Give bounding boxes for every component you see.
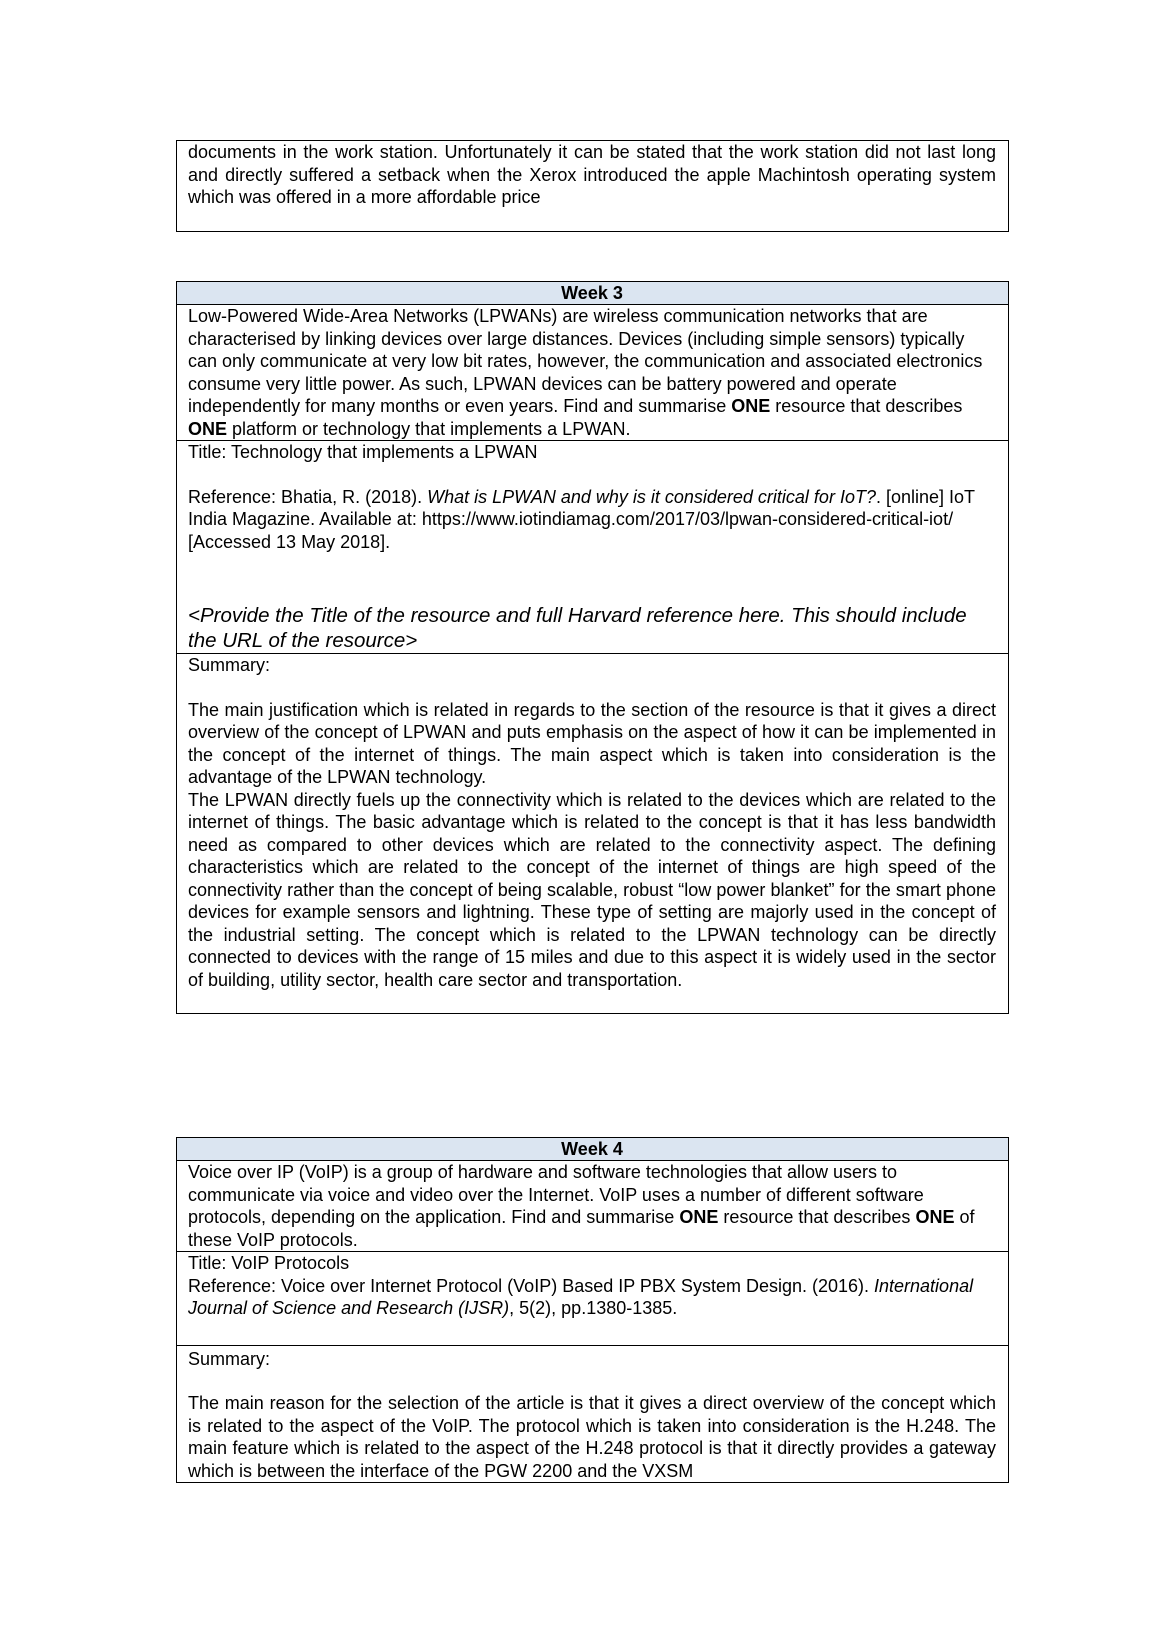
week3-summary-cell	[177, 653, 1008, 1013]
week4-title-line: Title: VoIP Protocols	[188, 1253, 350, 1273]
week3-summary-label: Summary:	[188, 655, 271, 675]
week3-summary-p1: The main justification which is related in regards to the section of the resource is that it gives a direct overview of the concept of LPWAN and puts emphasis on the aspect of how it can be implemented in the concept of the internet of things. The main aspect which is taken into consideration is the advantage of the LPWAN technology.	[188, 699, 996, 787]
week4-summary-cell	[177, 1345, 1008, 1483]
week4-prompt: Voice over IP (VoIP) is a group of hardware and software technologies that allow users to communicate via voice and video over the Internet. VoIP uses a number of different software protocols, depending on the application. Find and summarise ONE resource that describes ONE of these VoIP protocols.	[177, 1160, 1008, 1251]
week3-reference: Reference: Bhatia, R. (2018). What is LPWAN and why is it considered critical for IoT?. [online] IoT India Magazine. Available at: https://www.iotindiamag.com/2017/03/lpwan-considered-critical-iot/ [Accessed 13 May 2018].	[188, 486, 975, 552]
week4-header: Week 4	[177, 1138, 1008, 1160]
week4-table	[176, 1137, 1009, 1483]
week3-title-line: Title: Technology that implements a LPWAN	[188, 442, 538, 462]
week3-instruction: <Provide the Title of the resource and full Harvard reference here. This should include the URL of the resource>	[188, 604, 967, 652]
week3-header: Week 3	[177, 282, 1008, 304]
week4-summary-label: Summary:	[188, 1348, 271, 1369]
week3-reference-cell	[177, 440, 1008, 653]
week3-table	[176, 281, 1009, 1014]
week4-reference: Reference: Voice over Internet Protocol (VoIP) Based IP PBX System Design. (2016). International Journal of Science and Research (IJSR), 5(2), pp.1380-1385.	[188, 1275, 974, 1318]
continuation-box	[176, 140, 1009, 232]
week4-reference-cell	[177, 1251, 1008, 1345]
week3-prompt: Low-Powered Wide-Area Networks (LPWANs) are wireless communication networks that are characterised by linking devices over large distances. Devices (including simple sensors) typically can only communicate at very low bit rates, however, the communication and associated electronics consume very little power. As such, LPWAN devices can be battery powered and operate independently for many months or even years. Find and summarise ONE resource that describes ONE platform or technology that implements a LPWAN.	[177, 304, 1008, 440]
continuation-text: documents in the work station. Unfortunately it can be stated that the work station did not last long and directly suffered a setback when the Xerox introduced the apple Machintosh operating system which was offered in a more affordable price	[188, 142, 996, 207]
week4-summary-p1: The main reason for the selection of the article is that it gives a direct overview of the concept which is related to the aspect of the VoIP. The protocol which is taken into consideration is the H.248. The main feature which is related to the aspect of the H.248 protocol is that it directly provides a gateway which is between the interface of the PGW 2200 and the VXSM	[188, 1393, 996, 1481]
week3-summary-p2: The LPWAN directly fuels up the connectivity which is related to the devices which are related to the internet of things. The basic advantage which is related to the concept is that it has less bandwidth need as compared to other devices which are related to the connectivity aspect. The defining characteristics which are related to the concept of the internet of things are high speed of the connectivity rather than the concept of being scalable, robust “low power blanket” for the smart phone devices for example sensors and lightning. These type of setting are majorly used in the concept of the industrial setting. The concept which is related to the LPWAN technology can be directly connected to devices with the range of 15 miles and due to this aspect it is widely used in the sector of building, utility sector, health care sector and transportation.	[188, 789, 996, 990]
